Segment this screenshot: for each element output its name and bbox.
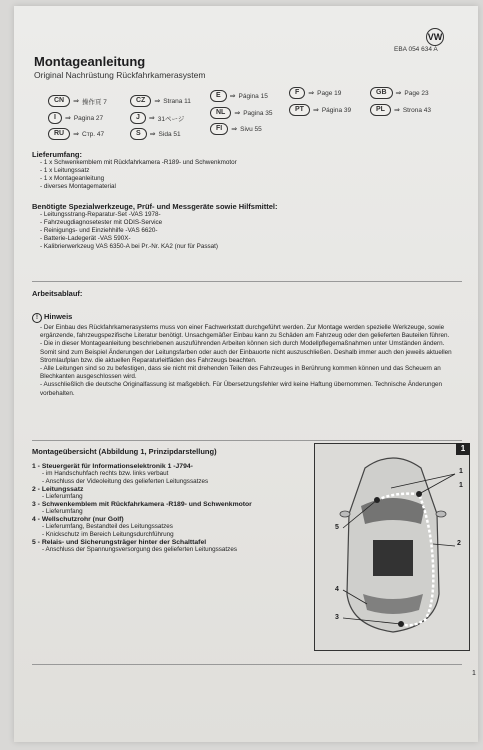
hinweis-label: Hinweis — [44, 312, 73, 321]
workflow-section — [32, 289, 462, 398]
arrow-right-icon: ⇒ — [395, 90, 402, 97]
overview-entry-detail: - Anschluss der Spannungsversorgung des gelieferten Leitungssatzes — [42, 546, 310, 554]
arrow-right-icon: ⇒ — [73, 98, 79, 105]
exclamation-icon: ! — [32, 313, 42, 323]
overview-entry-title: 3 - Schwenkemblem mit Rückfahrkamera -R189- und Schwenkmotor — [32, 501, 252, 508]
arrow-right-icon: ⇒ — [393, 107, 400, 114]
language-badge-nl: NL — [210, 107, 231, 119]
arrow-right-icon: ⇒ — [234, 110, 241, 117]
arrow-right-icon: ⇒ — [154, 98, 161, 105]
lieferumfang-item: - 1 x Montageanleitung — [40, 175, 452, 183]
language-badge-pt: PT — [289, 104, 310, 116]
figure-number: 1 — [456, 443, 470, 455]
language-page-nl: Pagina 35 — [243, 109, 273, 117]
overview-entry-title: 1 - Steuergerät für Informationselektronik 1 -J794- — [32, 463, 193, 470]
page-subtitle: Original Nachrüstung Rückfahrkamerasystem — [34, 70, 206, 80]
diagram-callout: 5 — [335, 524, 339, 531]
lieferumfang-item: - 1 x Leitungssatz — [40, 167, 452, 175]
lieferumfang-section — [32, 150, 452, 191]
language-page-pl: Strona 43 — [402, 106, 432, 114]
language-page-gb: Page 23 — [404, 89, 429, 97]
hinweis-item: - Die in dieser Montageanleitung beschriebenen auszuführenden Arbeiten können sich durch Modellpflegemaßnahmen unter Umständen ändern. Somit sind zum Beispiel Änderungen der Leitungsfarben oder auch der Einbauorte nicht auszuschließen. Deshalb immer auch den jeweils aktuellen Stromlaufplan bzw. die aktuellen Reparaturleitfäden des Fahrzeugs beachten. — [40, 340, 462, 365]
diagram-callout: 3 — [335, 614, 339, 621]
language-badge-e: E — [210, 90, 227, 102]
language-page-cn: 操作頁 7 — [82, 98, 107, 106]
language-page-e: Página 15 — [238, 92, 268, 100]
overview-entry-detail: - Lieferumfang, Bestandteil des Leitungssatzes — [42, 523, 310, 531]
installation-diagram — [314, 443, 470, 651]
language-page-ru: Стр. 47 — [82, 130, 105, 138]
language-entry-i — [48, 112, 103, 124]
tools-item: - Batterie-Ladegerät -VAS 590X- — [40, 235, 452, 243]
language-entry-gb — [370, 87, 429, 99]
language-entry-s — [130, 128, 181, 140]
lieferumfang-item: - diverses Montagematerial — [40, 183, 452, 191]
language-page-i: Pagina 27 — [73, 114, 104, 122]
arrow-right-icon: ⇒ — [149, 131, 156, 138]
language-badge-cz: CZ — [130, 95, 151, 107]
overview-section — [32, 447, 310, 554]
manual-page — [14, 6, 478, 742]
diagram-callout: 1 — [459, 482, 463, 489]
overview-title: Montageübersicht (Abbildung 1, Prinzipdarstellung) — [32, 447, 217, 456]
language-page-j: 31ページ — [157, 115, 185, 123]
workflow-title: Arbeitsablauf: — [32, 289, 83, 298]
footer-divider — [32, 664, 462, 665]
overview-entry-title: 4 - Wellschutzrohr (nur Golf) — [32, 516, 124, 523]
language-badge-j: J — [130, 112, 146, 124]
overview-entry-detail: - im Handschuhfach rechts bzw. links verbaut — [42, 470, 310, 478]
hinweis-item: - Der Einbau des Rückfahrkamerasystems muss von einer Fachwerkstatt durchgeführt werden. Zur Montage werden spezielle Werkzeuge, sowie ergänzende, fahrzeugspezifische Literatur benötigt. Unsachgemäßer Einbau kann zu Schäden am Fahrzeug oder den gelieferten Bauteilen führen. — [40, 324, 462, 340]
hinweis-heading — [32, 306, 462, 324]
hinweis-item: - Alle Leitungen sind so zu befestigen, dass sie nicht mit drehenden Teilen des Fahrzeuges in Berührung kommen können und das Scheuern an Blechkanten ausgeschlossen wird. — [40, 365, 462, 381]
lieferumfang-item: - 1 x Schwenkemblem mit Rückfahrkamera -R189- und Schwenkmotor — [40, 159, 452, 167]
language-entry-f — [289, 87, 341, 99]
lieferumfang-title: Lieferumfang: — [32, 150, 83, 159]
language-entry-ru — [48, 128, 104, 140]
arrow-right-icon: ⇒ — [73, 131, 79, 138]
tools-item: - Kalibrierwerkzeug VAS 6350-A bei Pr.-Nr. KA2 (nur für Passat) — [40, 243, 452, 251]
language-entry-nl — [210, 107, 273, 119]
arrow-right-icon: ⇒ — [229, 93, 236, 100]
vw-logo: VW — [426, 28, 444, 46]
language-badge-cn: CN — [48, 95, 70, 107]
arrow-right-icon: ⇒ — [308, 90, 315, 97]
diagram-callout: 4 — [335, 586, 339, 593]
document-number: EBA 054 634 A — [394, 46, 438, 53]
language-entry-pl — [370, 104, 431, 116]
language-badge-pl: PL — [370, 104, 391, 116]
arrow-right-icon: ⇒ — [312, 107, 319, 114]
overview-entry-detail: - Lieferumfang — [42, 493, 310, 501]
language-entry-pt — [289, 104, 351, 116]
language-entry-e — [210, 90, 268, 102]
overview-entry-title: 2 - Leitungssatz — [32, 486, 84, 493]
diagram-callout: 1 — [459, 468, 463, 475]
language-badge-gb: GB — [370, 87, 393, 99]
language-entry-j — [130, 112, 184, 124]
language-page-pt: Página 39 — [321, 106, 352, 114]
section-divider — [32, 281, 462, 282]
tools-title: Benötigte Spezialwerkzeuge, Prüf- und Messgeräte sowie Hilfsmittel: — [32, 202, 278, 211]
tools-item: - Reinigungs- und Einziehhilfe -VAS 6620- — [40, 227, 452, 235]
language-badge-s: S — [130, 128, 147, 140]
overview-entry-detail: - Anschluss der Videoleitung des gelieferten Leitungssatzes — [42, 478, 310, 486]
hinweis-item: - Ausschließlich die deutsche Originalfassung ist maßgeblich. Für Übersetzungsfehler wird keine Haftung übernommen. Technische Änderungen vorbehalten. — [40, 381, 462, 397]
overview-entry-detail: - Lieferumfang — [42, 508, 310, 516]
tools-item: - Leitungsstrang-Reparatur-Set -VAS 1978- — [40, 211, 452, 219]
section-divider — [32, 440, 462, 441]
page-number: 1 — [472, 670, 476, 677]
tools-section — [32, 202, 452, 251]
language-badge-i: I — [48, 112, 62, 124]
arrow-right-icon: ⇒ — [231, 126, 238, 133]
overview-entry-title: 5 - Relais- und Sicherungsträger hinter der Schalttafel — [32, 539, 207, 546]
arrow-right-icon: ⇒ — [148, 115, 155, 122]
tools-item: - Fahrzeugdiagnosetester mit ODIS-Service — [40, 219, 452, 227]
arrow-right-icon: ⇒ — [64, 115, 71, 122]
diagram-callout: 2 — [457, 540, 461, 547]
language-badge-ru: RU — [48, 128, 70, 140]
language-page-cz: Strana 11 — [163, 97, 191, 105]
page-title: Montageanleitung — [34, 54, 146, 69]
language-page-fi: Sivu 55 — [240, 125, 262, 133]
language-badge-fi: FI — [210, 123, 228, 135]
language-entry-fi — [210, 123, 262, 135]
language-entry-cn — [48, 95, 107, 107]
language-badge-f: F — [289, 87, 305, 99]
language-entry-cz — [130, 95, 191, 107]
language-page-f: Page 19 — [317, 89, 342, 97]
overview-entry-detail: - Knickschutz im Bereich Leitungsdurchführung — [42, 531, 310, 539]
language-page-s: Sida 51 — [158, 130, 181, 138]
